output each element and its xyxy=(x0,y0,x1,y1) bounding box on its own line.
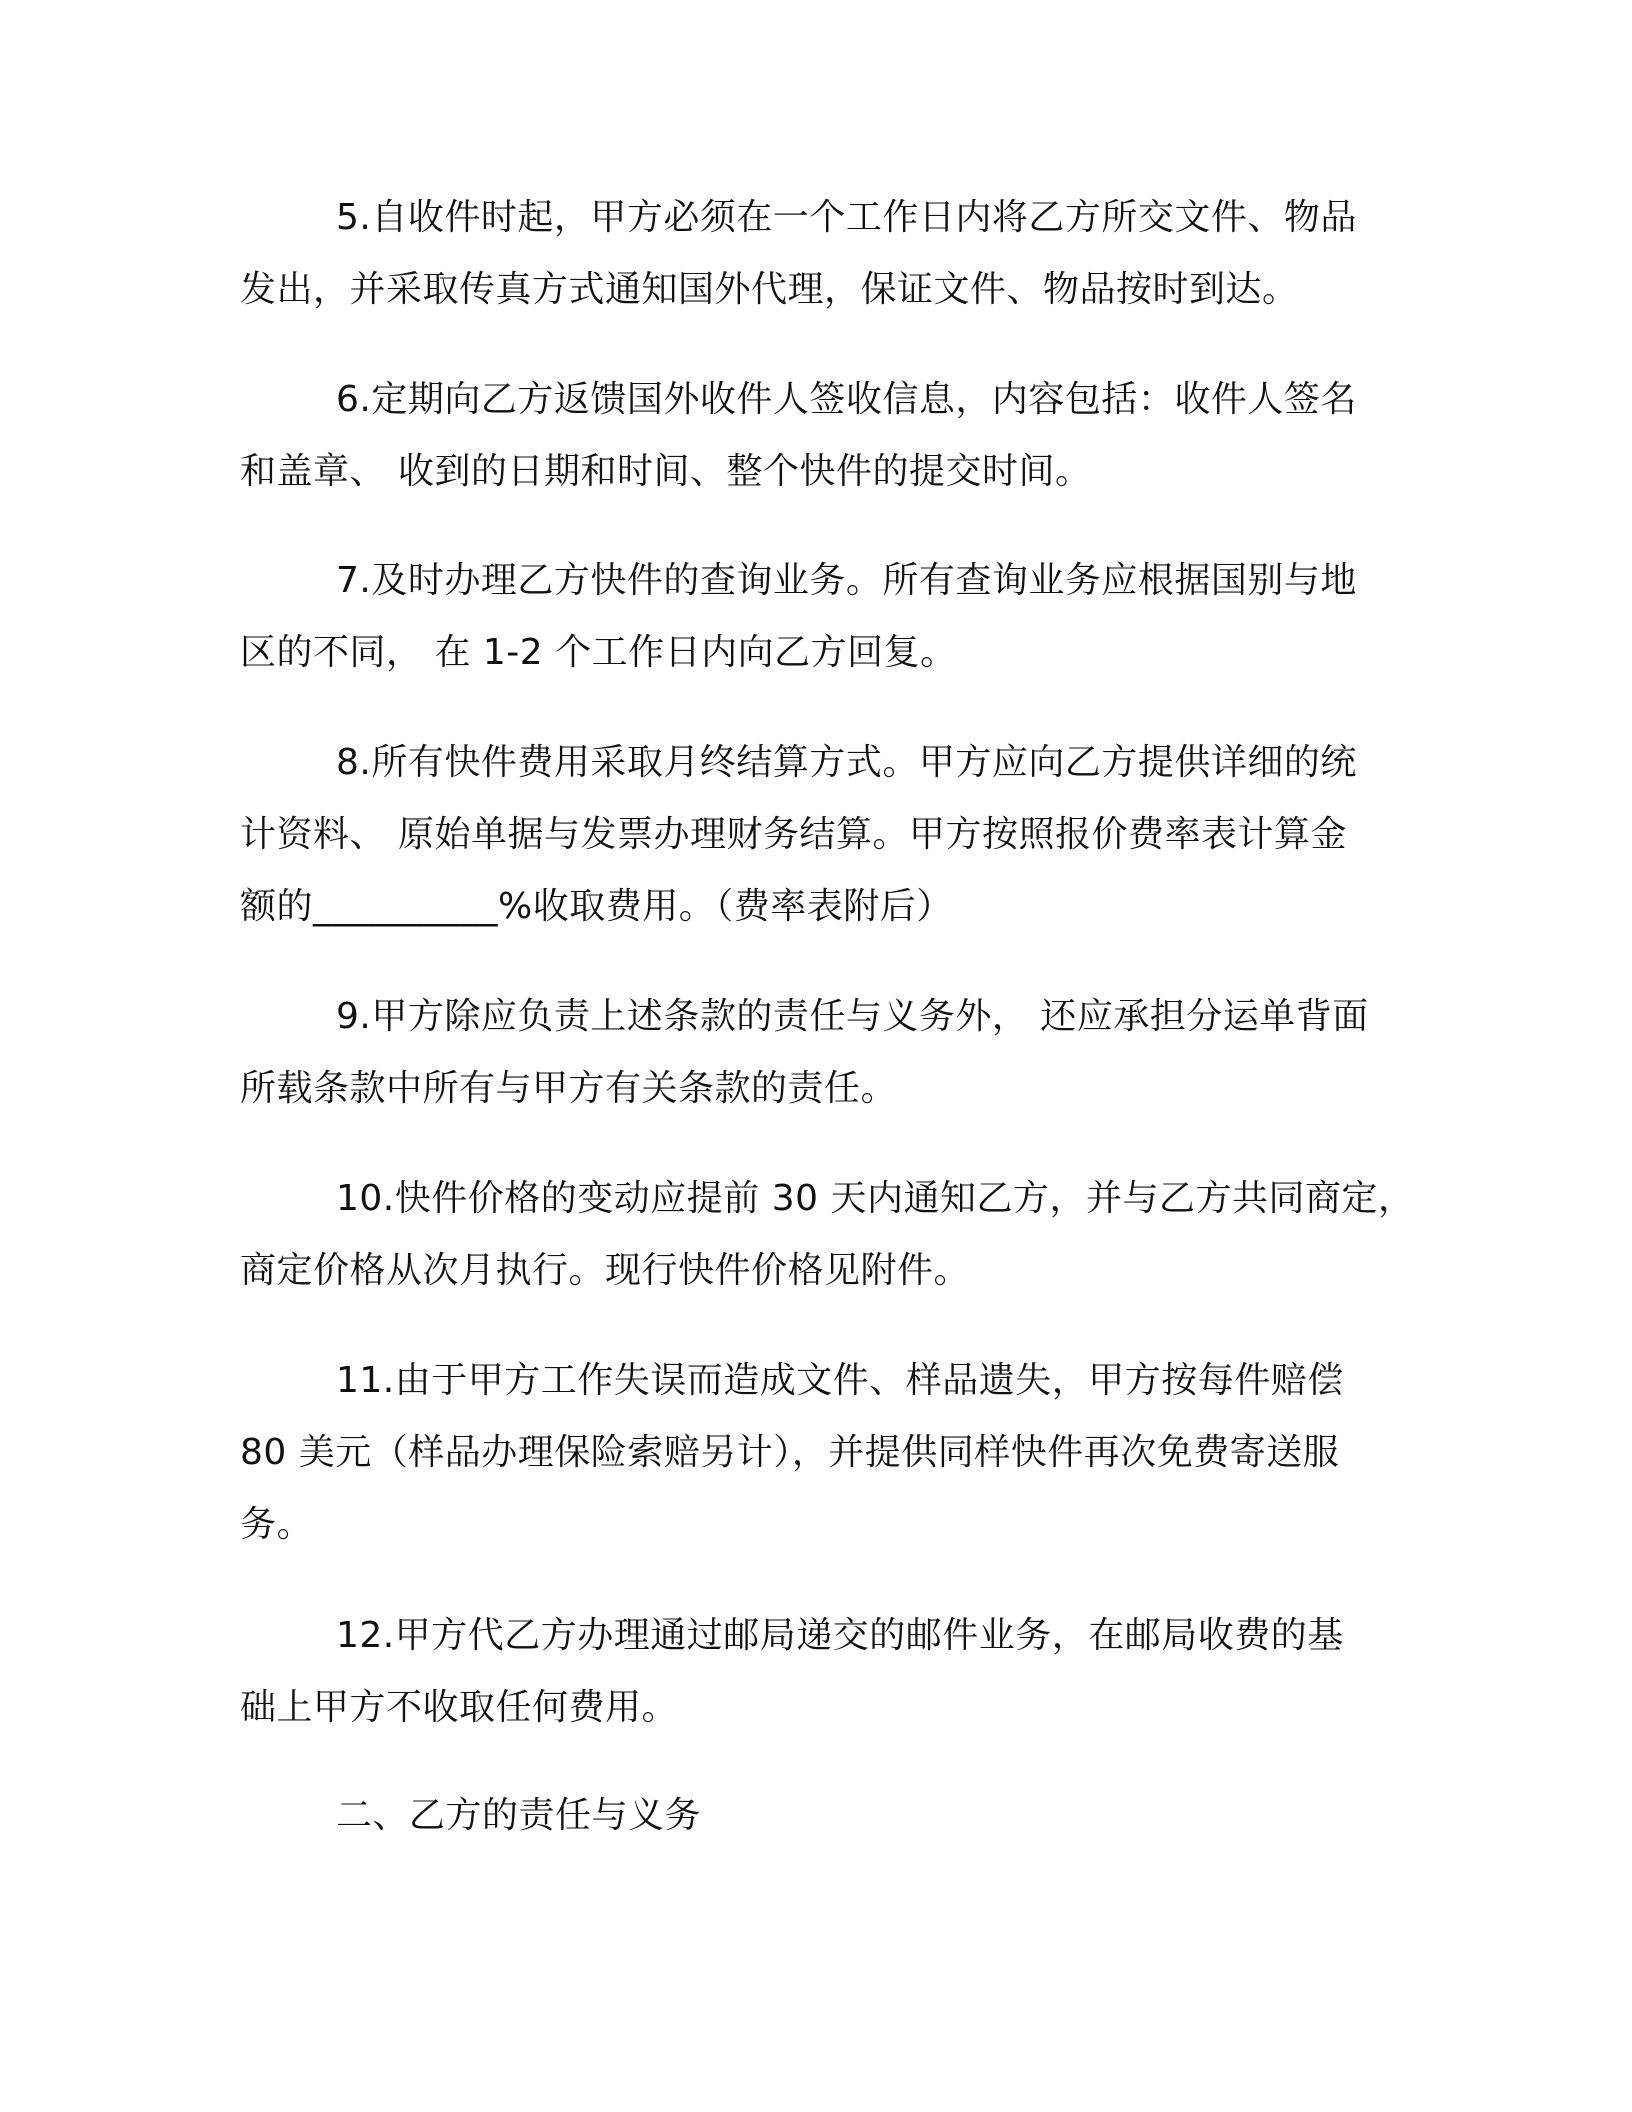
clause-5-line-2: 发出，并采取传真方式通知国外代理，保证文件、物品按时到达。 xyxy=(240,269,1299,310)
clause-9-line-2: 所载条款中所有与甲方有关条款的责任。 xyxy=(240,1068,898,1109)
clause-12-line-2: 础上甲方不收取任何费用。 xyxy=(240,1687,679,1728)
clause-9 xyxy=(240,981,1400,1125)
clause-8-line-2: 计资料、 原始单据与发票办理财务结算。甲方按照报价费率表计算金 xyxy=(240,814,1347,855)
clause-5 xyxy=(240,182,1400,326)
clause-7-line-2: 区的不同， 在 1-2 个工作日内向乙方回复。 xyxy=(240,632,957,673)
clause-6 xyxy=(240,364,1400,508)
clause-11-line-2: 80 美元（样品办理保险索赔另计），并提供同样快件再次免费寄送服 xyxy=(240,1432,1340,1473)
clause-5-line-1: 5.自收件时起，甲方必须在一个工作日内将乙方所交文件、物品 xyxy=(336,197,1357,238)
clause-6-line-2: 和盖章、 收到的日期和时间、整个快件的提交时间。 xyxy=(240,451,1092,492)
clause-10-line-1: 10.快件价格的变动应提前 30 天内通知乙方，并与乙方共同商定， xyxy=(336,1178,1415,1219)
clause-7-line-1: 7.及时办理乙方快件的查询业务。所有查询业务应根据国别与地 xyxy=(336,560,1357,601)
clause-8-line-3: 额的__________%收取费用。（费率表附后） xyxy=(240,886,953,927)
clause-11-line-1: 11.由于甲方工作失误而造成文件、样品遗失，甲方按每件赔偿 xyxy=(336,1360,1344,1401)
clause-11-line-3: 务。 xyxy=(240,1504,314,1545)
clause-10-line-2: 商定价格从次月执行。现行快件价格见附件。 xyxy=(240,1250,971,1291)
clause-9-line-1: 9.甲方除应负责上述条款的责任与义务外， 还应承担分运单背面 xyxy=(336,996,1369,1037)
section-heading xyxy=(240,1780,1400,1852)
clause-8-line-1: 8.所有快件费用采取月终结算方式。甲方应向乙方提供详细的统 xyxy=(336,742,1357,783)
clause-7 xyxy=(240,545,1400,689)
clause-6-line-1: 6.定期向乙方返馈国外收件人签收信息，内容包括：收件人签名 xyxy=(336,379,1357,420)
clause-10 xyxy=(240,1163,1415,1307)
clause-12 xyxy=(240,1600,1400,1744)
clause-8 xyxy=(240,727,1400,943)
clause-12-line-1: 12.甲方代乙方办理通过邮局递交的邮件业务，在邮局收费的基 xyxy=(336,1615,1344,1656)
clause-11 xyxy=(240,1345,1400,1561)
section-heading-text: 二、乙方的责任与义务 xyxy=(336,1795,702,1836)
